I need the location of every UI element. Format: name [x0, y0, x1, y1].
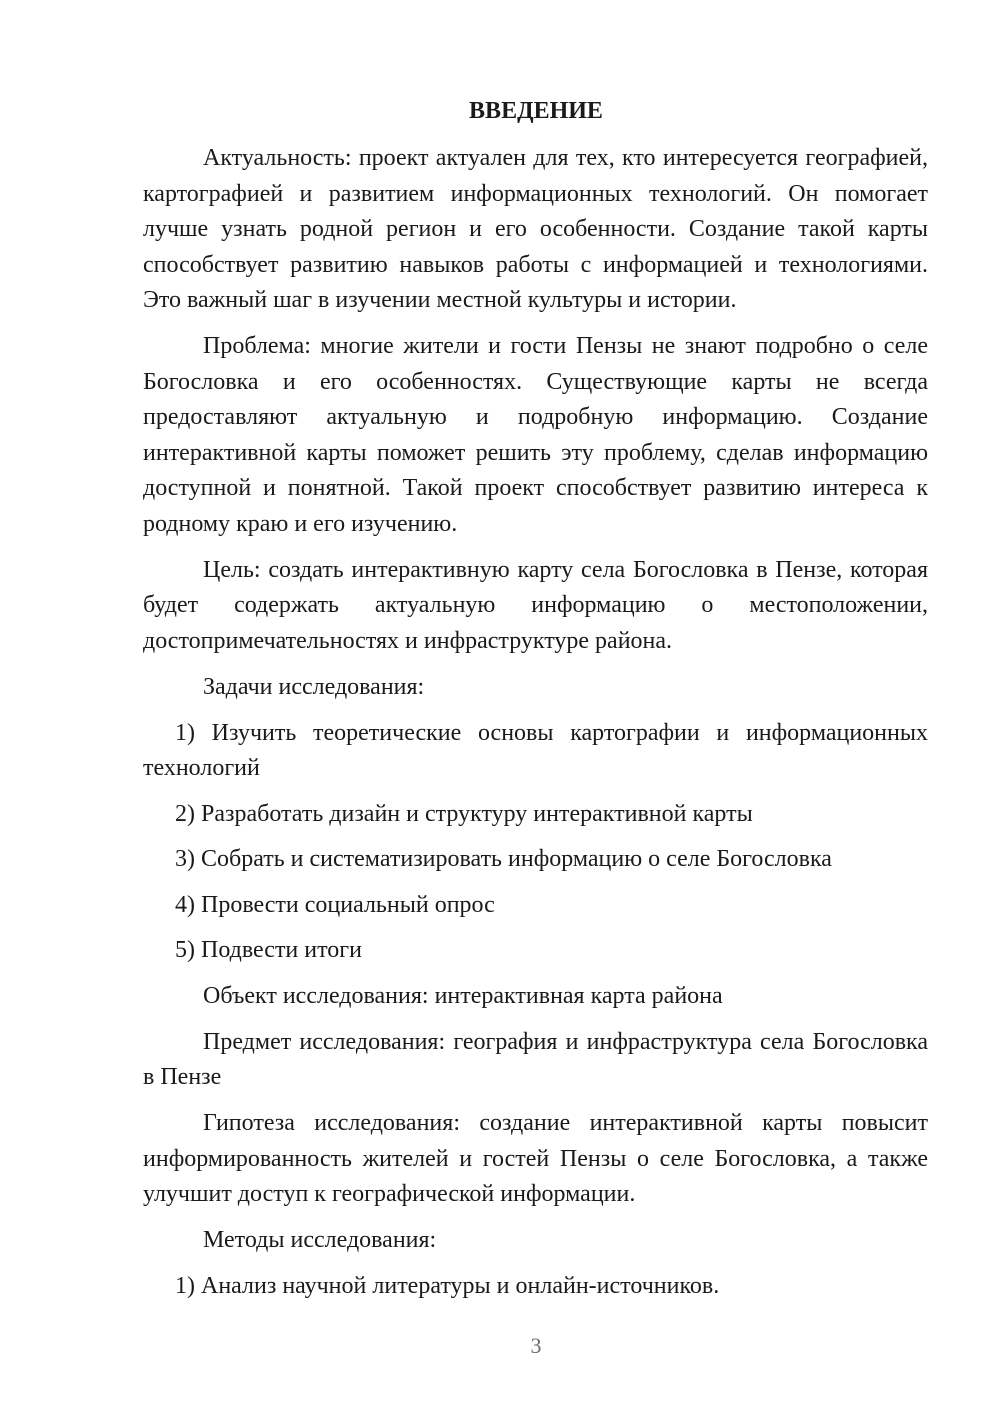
method-item-1: 1) Анализ научной литературы и онлайн-источников. [175, 1273, 720, 1299]
document-body [143, 141, 928, 1305]
tasks-heading: Задачи исследования: [203, 673, 425, 700]
task-item-5: 5) Подвести итоги [175, 937, 362, 963]
page-number: 3 [530, 1333, 542, 1358]
methods-heading: Методы исследования: [203, 1227, 437, 1253]
problem-paragraph: Проблема: многие жители и гости Пензы не знают подробно о селе Богословка и его особенностях. Существующие карты не всегда предоставляют актуальную и подробную информацию. Создание интерактивной карты поможет решить эту проблему, сделав информацию доступной и понятной. Такой проект способствует развитию интереса к родному краю и его изучению. [143, 333, 928, 537]
relevance-paragraph: Актуальность: проект актуален для тех, кто интересуется географией, картографией и развитием информационных технологий. Он помогает лучше узнать родной регион и его особенности. Создание такой карты способствует развитию навыков работы с информацией и технологиями. Это важный шаг в изучении местной культуры и истории. [143, 145, 928, 313]
task-item-4: 4) Провести социальный опрос [175, 891, 495, 918]
goal-paragraph: Цель: создать интерактивную карту села Богословка в Пензе, которая будет содержать актуальную информацию о местоположении, достопримечательностях и инфраструктуре района. [143, 556, 928, 654]
hypothesis-paragraph: Гипотеза исследования: создание интерактивной карты повысит информированность жителей и гостей Пензы о селе Богословка, а также улучшит доступ к географической информации. [143, 1110, 928, 1207]
object-paragraph: Объект исследования: интерактивная карта района [203, 982, 723, 1009]
task-item-2: 2) Разработать дизайн и структуру интерактивной карты [175, 800, 753, 827]
document-title: ВВЕДЕНИЕ [469, 98, 603, 124]
task-item-1: 1) Изучить теоретические основы картографии и информационных технологий [143, 719, 928, 781]
task-item-3: 3) Собрать и систематизировать информацию о селе Богословка [175, 846, 832, 872]
subject-paragraph: Предмет исследования: география и инфраструктура села Богословка в Пензе [143, 1028, 928, 1090]
